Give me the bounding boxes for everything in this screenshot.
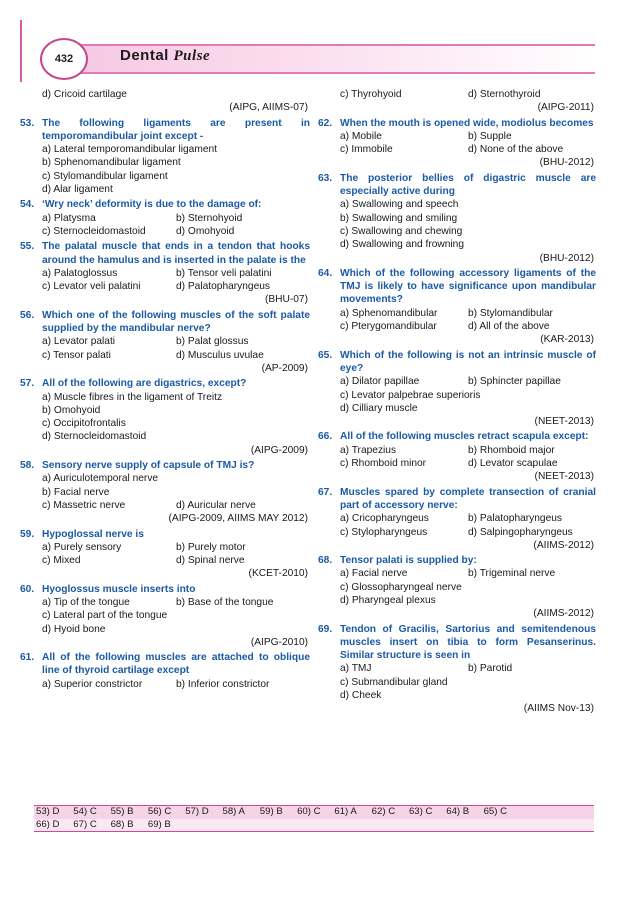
option: a) Levator palati xyxy=(42,336,116,348)
question-text: Which of the following is not an intrinsic muscle of eye? xyxy=(340,349,596,374)
option: c) Pterygomandibular xyxy=(340,321,437,333)
option: c) Stylomandibular ligament xyxy=(42,170,168,182)
exam-reference: (AIIMS-2012) xyxy=(533,608,594,620)
option: d) Auricular nerve xyxy=(176,499,256,511)
option-row xyxy=(42,596,310,609)
book-title xyxy=(120,47,210,65)
question-number: 55. xyxy=(20,241,35,253)
option: d) None of the above xyxy=(468,144,564,156)
question-number: 58. xyxy=(20,460,35,472)
options xyxy=(20,335,310,362)
option-row xyxy=(340,457,596,470)
options xyxy=(20,678,310,691)
option-row xyxy=(42,391,310,404)
question-number: 69. xyxy=(318,623,333,635)
question-header xyxy=(318,117,596,130)
options xyxy=(20,596,310,636)
question-text: All of the following are digastrics, except? xyxy=(42,378,247,390)
left-column xyxy=(20,88,310,693)
option-row xyxy=(340,130,596,143)
exam-reference: (BHU-2012) xyxy=(539,252,594,264)
question-header xyxy=(20,528,310,541)
options xyxy=(318,444,596,471)
option: b) Parotid xyxy=(468,663,513,675)
question xyxy=(318,623,596,716)
question-header xyxy=(318,172,596,199)
answer-cell: 56) C xyxy=(147,806,172,817)
question-number: 66. xyxy=(318,431,333,443)
question xyxy=(318,486,596,552)
option: c) Glossopharyngeal nerve xyxy=(340,581,462,593)
question-header xyxy=(318,486,596,513)
option: b) Palatopharyngeus xyxy=(468,513,563,525)
exam-reference: (AIIMS Nov-13) xyxy=(523,703,594,715)
answer-cell: 53) D xyxy=(36,806,60,817)
exam-reference: (AIPG-2009) xyxy=(250,444,308,456)
option-row xyxy=(42,156,310,169)
option: a) Trapezius xyxy=(340,444,397,456)
option-row xyxy=(42,88,310,101)
option: c) Rhomboid minor xyxy=(340,458,427,470)
option-row xyxy=(340,444,596,457)
option: d) Sternothyroid xyxy=(468,89,541,100)
option-row xyxy=(42,183,310,196)
options xyxy=(20,472,310,512)
option: a) Swallowing and speech xyxy=(340,199,459,211)
right-column xyxy=(318,88,596,718)
option: a) Sphenomandibular xyxy=(340,307,438,319)
option-row xyxy=(42,541,310,554)
option: c) Tensor palati xyxy=(42,349,111,361)
options xyxy=(20,143,310,196)
option-row xyxy=(42,554,310,567)
option-row xyxy=(340,225,596,238)
option: d) Alar ligament xyxy=(42,184,113,196)
option-row xyxy=(42,430,310,443)
answer-cell: 68) B xyxy=(110,818,134,830)
answer-cell: 55) B xyxy=(110,806,134,817)
question-number: 60. xyxy=(20,583,35,595)
option-row xyxy=(340,512,596,525)
question-header xyxy=(20,377,310,390)
question xyxy=(318,349,596,429)
option-row xyxy=(340,594,596,607)
option: c) Levator palpebrae superioris xyxy=(340,389,481,401)
question-number: 67. xyxy=(318,486,333,498)
answer-cell: 62) C xyxy=(371,806,396,817)
answer-cell: 67) C xyxy=(73,818,97,830)
option-row xyxy=(42,143,310,156)
option-row xyxy=(42,499,310,512)
option: d) Palatopharyngeus xyxy=(176,281,271,293)
question xyxy=(20,651,310,691)
option: c) Immobile xyxy=(340,144,393,156)
options xyxy=(318,512,596,539)
option: d) Musculus uvulae xyxy=(176,349,264,361)
option: c) Stylopharyngeus xyxy=(340,526,428,538)
answer-cell: 58) A xyxy=(222,806,245,817)
question xyxy=(20,377,310,457)
option: b) Swallowing and smiling xyxy=(340,212,458,224)
exam-reference: (NEET-2013) xyxy=(534,471,594,483)
answer-cell: 61) A xyxy=(334,806,357,817)
option: c) Mixed xyxy=(42,555,81,567)
question xyxy=(318,267,596,347)
option-row xyxy=(42,212,310,225)
exam-reference: (AIIMS-2012) xyxy=(533,539,594,551)
option-row xyxy=(340,402,596,415)
answer-cell: 66) D xyxy=(36,818,60,830)
option: b) Omohyoid xyxy=(42,404,101,416)
question xyxy=(20,583,310,649)
answer-cell: 57) D xyxy=(185,806,209,817)
exam-reference: (AIPG-2009, AIIMS MAY 2012) xyxy=(168,513,308,525)
question-text: Tendon of Gracilis, Sartorius and semitendenous muscles insert on tibia to form Pesanserinus. Similar structure is seen in xyxy=(340,623,596,662)
option: c) Sternocleidomastoid xyxy=(42,225,146,237)
option-row xyxy=(42,486,310,499)
page-number-badge xyxy=(40,38,88,80)
book-title-plain: Dental xyxy=(120,47,174,64)
question-header xyxy=(20,198,310,211)
question-number: 64. xyxy=(318,267,333,279)
option: b) Sphenomandibular ligament xyxy=(42,157,181,169)
option-row xyxy=(340,212,596,225)
option: a) Cricopharyngeus xyxy=(340,513,429,525)
option: a) Lateral temporomandibular ligament xyxy=(42,144,217,156)
answer-cell: 63) C xyxy=(408,806,433,817)
question-text: Muscles spared by complete transection of cranial part of accessory nerve: xyxy=(340,486,596,511)
answer-cell: 64) B xyxy=(446,806,470,817)
option: c) Massetric nerve xyxy=(42,499,126,511)
option-row xyxy=(42,170,310,183)
question xyxy=(318,172,596,265)
page-number: 432 xyxy=(54,53,74,65)
option: d) Sternocleidomastoid xyxy=(42,431,147,443)
question-text: Which one of the following muscles of the soft palate supplied by the mandibular nerve? xyxy=(42,309,310,335)
question xyxy=(20,528,310,581)
option: b) Sternohyoid xyxy=(176,212,243,224)
option: d) Cricoid cartilage xyxy=(42,89,127,100)
option: d) Cheek xyxy=(340,690,382,702)
option-row xyxy=(340,198,596,211)
options xyxy=(318,198,596,251)
option-row xyxy=(340,143,596,156)
answer-cell: 54) C xyxy=(73,806,97,817)
option: c) Swallowing and chewing xyxy=(340,225,463,237)
option: a) Auriculotemporal nerve xyxy=(42,473,159,485)
answer-cell: 59) B xyxy=(259,806,283,817)
option-row xyxy=(340,567,596,580)
exam-reference: (AP-2009) xyxy=(261,362,308,374)
question-number: 56. xyxy=(20,309,35,321)
option: a) Purely sensory xyxy=(42,541,122,553)
question xyxy=(20,309,310,375)
margin-line xyxy=(20,20,22,82)
option: a) Dilator papillae xyxy=(340,376,420,388)
question-number: 65. xyxy=(318,349,333,361)
question-text: The posterior bellies of digastric muscle are especially active during xyxy=(340,172,596,198)
exam-reference: (AIPG-2010) xyxy=(250,636,308,648)
option: b) Palat glossus xyxy=(176,336,249,348)
question-text: The following ligaments are present in temporomandibular joint except - xyxy=(42,117,310,142)
option-row xyxy=(340,307,596,320)
exam-reference: (KAR-2013) xyxy=(540,334,594,346)
option: a) TMJ xyxy=(340,663,372,675)
option: a) Palatoglossus xyxy=(42,267,118,279)
option: b) Tensor veli palatini xyxy=(176,267,272,279)
option: a) Superior constrictor xyxy=(42,678,143,690)
option: b) Facial nerve xyxy=(42,486,110,498)
option: d) Levator scapulae xyxy=(468,458,558,470)
question-number: 63. xyxy=(318,172,333,184)
options xyxy=(20,541,310,568)
option: d) Omohyoid xyxy=(176,225,235,237)
option: d) Cilliary muscle xyxy=(340,402,418,414)
option-row xyxy=(42,404,310,417)
answer-key xyxy=(34,805,594,832)
question-number: 57. xyxy=(20,378,35,390)
option: b) Purely motor xyxy=(176,541,246,553)
book-title-italic: Pulse xyxy=(173,48,211,64)
option: a) Muscle fibres in the ligament of Treitz xyxy=(42,391,223,403)
options xyxy=(318,130,596,157)
question-number: 61. xyxy=(20,652,35,664)
question-header xyxy=(20,309,310,336)
option: a) Mobile xyxy=(340,130,382,142)
options xyxy=(20,212,310,239)
option: d) All of the above xyxy=(468,321,550,333)
option-row xyxy=(340,88,596,101)
option-row xyxy=(340,320,596,333)
options xyxy=(318,567,596,607)
question xyxy=(318,554,596,620)
option-row xyxy=(340,581,596,594)
option: c) Lateral part of the tongue xyxy=(42,610,168,622)
options xyxy=(318,88,596,101)
options xyxy=(318,375,596,415)
option: a) Facial nerve xyxy=(340,568,408,580)
option-row xyxy=(340,238,596,251)
option: d) Pharyngeal plexus xyxy=(340,594,436,606)
option-row xyxy=(340,662,596,675)
question-text: Tensor palati is supplied by: xyxy=(340,555,477,567)
option: d) Swallowing and frowning xyxy=(340,239,465,251)
question-header xyxy=(318,554,596,567)
exam-reference: (BHU-07) xyxy=(264,294,308,306)
exam-reference: (BHU-2012) xyxy=(539,157,594,169)
question xyxy=(20,459,310,525)
options xyxy=(20,391,310,444)
question xyxy=(318,430,596,483)
exam-reference: (AIPG, AIIMS-07) xyxy=(229,102,308,114)
options xyxy=(318,662,596,702)
option: d) Salpingopharyngeus xyxy=(468,526,573,538)
option: c) Occipitofrontalis xyxy=(42,418,126,430)
question-header xyxy=(318,430,596,443)
question-number: 62. xyxy=(318,117,333,129)
question-header xyxy=(318,267,596,307)
option: a) Platysma xyxy=(42,212,96,224)
question xyxy=(20,198,310,238)
question xyxy=(20,88,310,115)
option-row xyxy=(340,526,596,539)
question-text: Which of the following accessory ligaments of the TMJ is likely to have significance upon mandibular movements? xyxy=(340,267,596,306)
question-header xyxy=(20,583,310,596)
option: b) Base of the tongue xyxy=(176,596,274,608)
option-row xyxy=(42,267,310,280)
option: c) Levator veli palatini xyxy=(42,281,141,293)
option: b) Rhomboid major xyxy=(468,444,555,456)
question-text: Sensory nerve supply of capsule of TMJ is? xyxy=(42,460,255,472)
question-number: 68. xyxy=(318,555,333,567)
answer-row xyxy=(34,819,594,832)
exam-reference: (NEET-2013) xyxy=(534,416,594,428)
option-row xyxy=(340,676,596,689)
option: b) Sphincter papillae xyxy=(468,376,561,388)
answer-cell: 69) B xyxy=(147,818,171,830)
options xyxy=(20,267,310,294)
question-number: 54. xyxy=(20,199,35,211)
option: b) Inferior constrictor xyxy=(176,678,270,690)
exam-reference: (AIPG-2011) xyxy=(537,102,594,114)
option: c) Thyrohyoid xyxy=(340,89,402,100)
options xyxy=(20,88,310,101)
option-row xyxy=(42,225,310,238)
option-row xyxy=(340,389,596,402)
answer-cell: 60) C xyxy=(297,806,321,817)
options xyxy=(318,307,596,334)
option: b) Supple xyxy=(468,130,512,142)
question-header xyxy=(20,651,310,678)
option: d) Hyoid bone xyxy=(42,623,106,635)
option-row xyxy=(340,689,596,702)
option-row xyxy=(42,349,310,362)
option-row xyxy=(42,417,310,430)
option-row xyxy=(42,623,310,636)
option: c) Submandibular gland xyxy=(340,676,448,688)
question-text: Hyoglossus muscle inserts into xyxy=(42,583,196,595)
question-header xyxy=(20,459,310,472)
answer-row xyxy=(34,806,594,819)
answer-cell: 65) C xyxy=(483,806,508,817)
question-text: All of the following muscles retract scapula except: xyxy=(340,431,589,443)
option: a) Tip of the tongue xyxy=(42,596,130,608)
option: b) Trigeminal nerve xyxy=(468,568,556,580)
question-text: The palatal muscle that ends in a tendon that hooks around the hamulus and is inserted in the palate is the xyxy=(42,241,310,266)
question-text: All of the following muscles are attached to oblique line of thyroid cartilage except xyxy=(42,652,310,677)
option: b) Stylomandibular xyxy=(468,307,553,319)
option-row xyxy=(42,335,310,348)
option-row xyxy=(42,472,310,485)
question-header xyxy=(318,623,596,663)
option-row xyxy=(42,678,310,691)
question-text: ‘Wry neck’ deformity is due to the damage of: xyxy=(42,199,262,211)
option-row xyxy=(42,609,310,622)
question xyxy=(20,117,310,197)
option-row xyxy=(340,375,596,388)
question xyxy=(318,88,596,115)
option: d) Spinal nerve xyxy=(176,555,245,567)
question xyxy=(20,240,310,306)
option-row xyxy=(42,280,310,293)
exam-reference: (KCET-2010) xyxy=(248,568,308,580)
question-header xyxy=(318,349,596,376)
question-text: When the mouth is opened wide, modiolus becomes xyxy=(340,117,594,129)
question-number: 53. xyxy=(20,117,35,129)
question-number: 59. xyxy=(20,528,35,540)
question-header xyxy=(20,240,310,267)
question-text: Hypoglossal nerve is xyxy=(42,528,144,540)
question-header xyxy=(20,117,310,144)
question xyxy=(318,117,596,170)
